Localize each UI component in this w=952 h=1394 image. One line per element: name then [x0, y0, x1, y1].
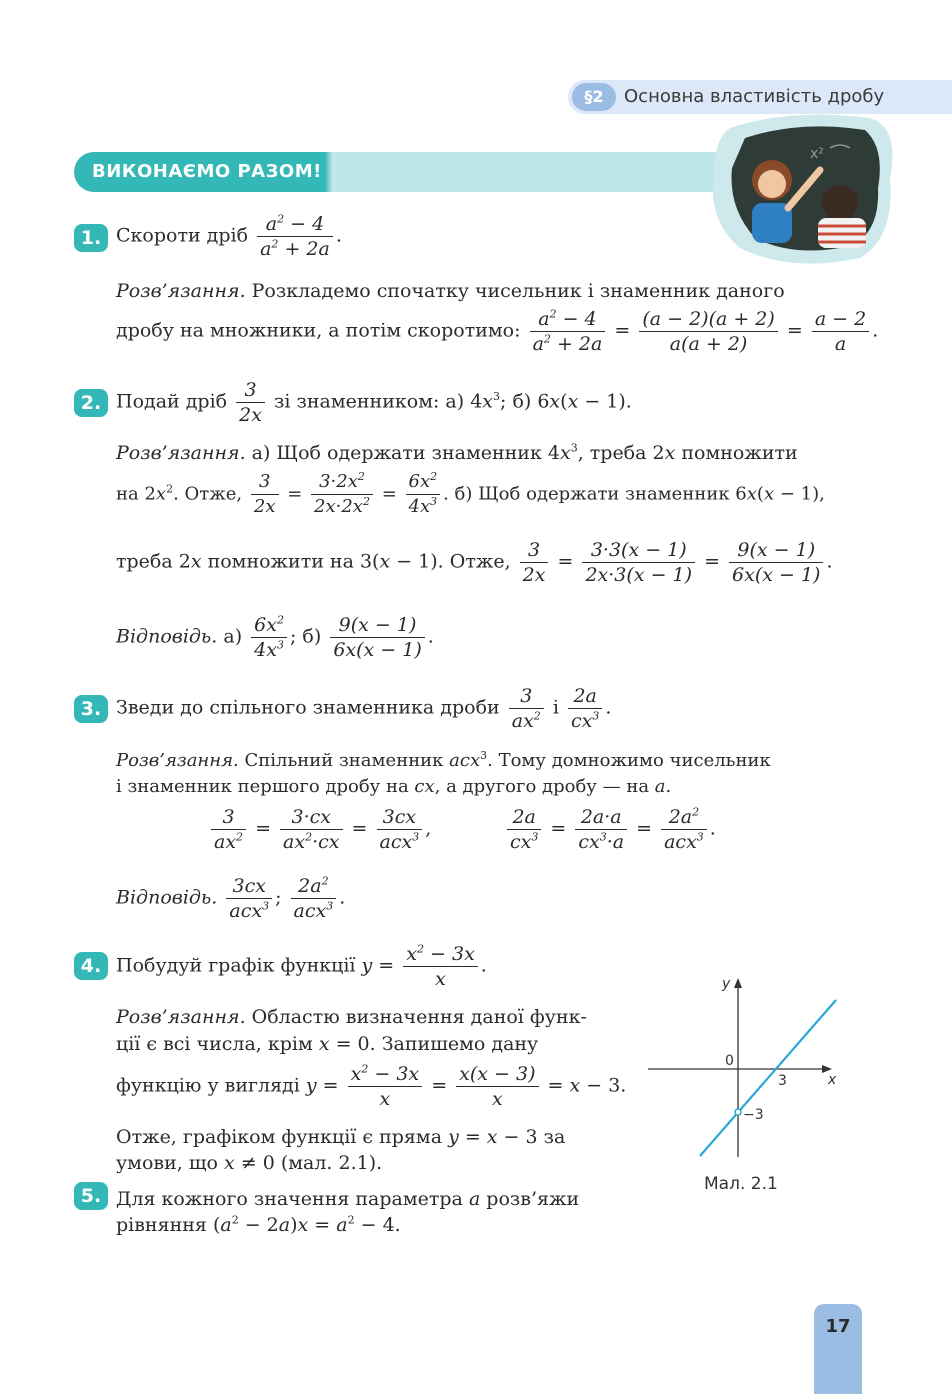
y-tick-label: −3 — [743, 1107, 764, 1123]
solution-text: дробу на множники, а потім скоротимо: — [116, 319, 521, 342]
fraction: $\frac{2a}{cx^3}$ — [507, 805, 541, 854]
solution-text: умови, що — [116, 1152, 224, 1174]
fraction: $\frac{2a}{cx^3}$ — [568, 684, 602, 733]
fraction: $\frac{a^2 - 4}{a^2 + 2a}$ — [530, 307, 606, 356]
problem-4-task: Побудуй графік функції y = $\frac{x^2 - 3x}{x}$ . — [116, 942, 487, 990]
solution-text: , треба 2 — [577, 442, 665, 464]
problem-4-solution-line3: функцію у вигляді y = $\frac{x^2 - 3x}{x}$ = $\frac{x(x - 3)}{x}$ = x − 3. — [116, 1062, 627, 1110]
problem-3-solution-line2: і знаменник першого дробу на cx, а другого дробу — на a. — [116, 776, 672, 797]
problem-5-text: розв’яжи — [480, 1188, 580, 1210]
problem-2-answer: Відповідь. а) $\frac{6x^2}{4x^3}$ ; б) $\frac{9(x - 1)}{6x(x - 1)}$ . — [116, 613, 434, 661]
fraction: $\frac{2a\cdot a}{cx^3\cdot a}$ — [575, 805, 627, 854]
fraction: $\frac{x^2 - 3x}{x}$ — [403, 942, 478, 991]
fraction: $\frac{3}{2x}$ — [520, 538, 549, 587]
fraction: $\frac{3\cdot 3(x - 1)}{2x\cdot 3(x - 1)}$ — [582, 538, 695, 587]
figure-caption: Мал. 2.1 — [704, 1174, 778, 1194]
fraction: $\frac{3}{2x}$ — [251, 470, 279, 519]
problem-4-solution-line5: умови, що x ≠ 0 (мал. 2.1). — [116, 1152, 383, 1174]
fraction: $\frac{3}{ax^2}$ — [509, 684, 544, 733]
origin-label: 0 — [725, 1053, 734, 1069]
solution-text: на 2 — [116, 483, 156, 505]
solution-text: − 3 за — [497, 1126, 566, 1148]
illustration-children-chalkboard — [700, 108, 900, 268]
fraction: $\frac{9(x - 1)}{6x(x - 1)}$ — [330, 613, 424, 662]
problem-2-solution-line3: треба 2x помножити на 3(x − 1). Отже, $\frac{3}{2x}$ = $\frac{3\cdot 3(x - 1)}{2x\cdot 3(x - 1)}$ = $\frac{9(x - 1)}{6x(x - 1)}$ . — [116, 539, 833, 586]
problem-4-solution-line1 — [116, 1004, 587, 1030]
problem-2-text: ; б) 6 — [500, 390, 550, 413]
answer-label: Відповідь. — [116, 625, 218, 648]
fraction: $\frac{(a - 2)(a + 2)}{a(a + 2)}$ — [639, 307, 777, 356]
fraction: $\frac{3cx}{acx^3}$ — [377, 805, 423, 854]
problem-number-4: 4. — [74, 952, 108, 980]
problem-5-text: Для кожного значення параметра — [116, 1188, 469, 1210]
solution-label: Розв’язання. — [116, 280, 246, 302]
problem-5-line1: Для кожного значення параметра a розв’яжи — [116, 1188, 580, 1210]
fraction: $\frac{2a^2}{acx^3}$ — [661, 805, 707, 854]
solution-text: , а другого дробу — на — [434, 776, 655, 797]
answer-label: Відповідь. — [116, 886, 218, 909]
problem-3-solution-line1: Розв’язання. Спільний знаменник acx$^3$. Тому домножимо чисельник — [116, 749, 771, 771]
problem-2-solution-line2: на $2x^2$. Отже, $\frac{3}{2x}$ = $\frac{3\cdot 2x^2}{2x\cdot 2x^2}$ = $\frac{6x^2}{4x^3}$ . б) Щоб одержати знаменник 6x(x − 1), — [116, 470, 825, 517]
fraction: $\frac{a - 2}{a}$ — [812, 307, 869, 356]
answer-text: ; б) — [289, 625, 322, 648]
section-title: Основна властивість дробу — [624, 86, 885, 107]
solution-text: Розкладемо спочатку чисельник і знаменник даного — [245, 280, 785, 302]
fraction-a2-4-over-a2-2a: $\frac{a^2 - 4}{a^2 + 2a}$ — [257, 212, 333, 261]
solution-text: і знаменник першого дробу на — [116, 776, 415, 797]
solution-text: = 0. Запишемо дану — [329, 1033, 539, 1055]
solution-text: . Отже, — [173, 483, 243, 505]
problem-number-2: 2. — [74, 389, 108, 417]
problem-5-text: − 4. — [354, 1214, 401, 1236]
fraction: $\frac{2a^2}{acx^3}$ — [291, 874, 337, 923]
solution-text: а) Щоб одержати знаменник 4 — [245, 442, 560, 464]
solution-text: ). Отже, — [430, 550, 511, 573]
problem-4-solution-line4: Отже, графіком функції є пряма y = x − 3 за — [116, 1126, 566, 1148]
solution-text: Спільний знаменник — [238, 750, 450, 771]
fraction: $\frac{x^2 - 3x}{x}$ — [348, 1062, 423, 1111]
solution-text: . б) Щоб одержати знаменник 6 — [443, 483, 747, 505]
fraction: $\frac{3}{2x}$ — [236, 378, 265, 427]
problem-3-text: і — [552, 696, 559, 719]
solution-text: . Тому домножимо чисельник — [487, 750, 771, 771]
problem-2-text: зі знаменником: а) 4 — [274, 390, 483, 413]
problem-3-answer: Відповідь. $\frac{3cx}{acx^3}$ ; $\frac{2a^2}{acx^3}$ . — [116, 874, 346, 922]
answer-text: а) — [217, 625, 243, 648]
figure-2-1-graph — [640, 972, 840, 1162]
problem-3-equation-1: $\frac{3}{ax^2}$ = $\frac{3\cdot cx}{ax^2\cdot cx}$ = $\frac{3cx}{acx^3}$ , — [208, 805, 431, 854]
solution-label: Розв’язання. — [116, 442, 246, 464]
problem-3-task: Зведи до спільного знаменника дроби $\frac{3}{ax^2}$ і $\frac{2a}{cx^3}$ . — [116, 685, 612, 732]
problem-1-text: Скороти дріб — [116, 224, 249, 247]
fraction: $\frac{6x^2}{4x^3}$ — [251, 613, 287, 662]
solution-text: ції є всі числа, крім — [116, 1033, 319, 1055]
problem-3-equation-2: $\frac{2a}{cx^3}$ = $\frac{2a\cdot a}{cx^3\cdot a}$ = $\frac{2a^2}{acx^3}$ . — [504, 805, 716, 854]
problem-4-text: Побудуй графік функції — [116, 954, 356, 977]
problem-2-solution-line1: Розв’язання. а) Щоб одержати знаменник $4x^3$, треба 2x помножити — [116, 441, 798, 464]
svg-text:x²: x² — [810, 146, 824, 162]
x-tick-label: 3 — [778, 1073, 787, 1089]
solution-label: Розв’язання. — [116, 1006, 246, 1028]
y-axis-label: y — [722, 976, 731, 992]
problem-3-text: Зведи до спільного знаменника дроби — [116, 696, 500, 719]
fraction: $\frac{3\cdot cx}{ax^2\cdot cx}$ — [280, 805, 342, 854]
section-number-badge: §2 — [572, 83, 616, 111]
solution-text: (мал. 2.1). — [274, 1152, 383, 1174]
problem-1-solution-line2: дробу на множники, а потім скоротимо: $\frac{a^2 - 4}{a^2 + 2a}$ = $\frac{(a - 2)(a + 2)}{a(a + 2)}$ = $\frac{a - 2}{a}$ . — [116, 307, 879, 355]
fraction: $\frac{6x^2}{4x^3}$ — [406, 470, 441, 519]
solution-text: Отже, графіком функції є пряма — [116, 1126, 449, 1148]
fraction: $\frac{9(x - 1)}{6x(x - 1)}$ — [729, 538, 823, 587]
problem-5-text: рівняння ( — [116, 1214, 221, 1236]
solution-text: Областю визначення даної функ- — [245, 1006, 587, 1028]
fraction: $\frac{3cx}{acx^3}$ — [226, 874, 272, 923]
fraction: $\frac{3\cdot 2x^2}{2x\cdot 2x^2}$ — [311, 470, 373, 519]
problem-2-text: Подай дріб — [116, 390, 228, 413]
banner-title: ВИКОНАЄМО РАЗОМ! — [92, 161, 322, 182]
fraction: $\frac{x(x - 3)}{x}$ — [456, 1062, 538, 1111]
solution-text: треба 2 — [116, 550, 191, 573]
problem-2-task: Подай дріб $\frac{3}{2x}$ зі знаменником: а) $4x^3$; б) 6x(x − 1). — [116, 379, 632, 426]
solution-text: помножити на 3( — [201, 550, 380, 573]
fraction: $\frac{3}{ax^2}$ — [211, 805, 246, 854]
problem-number-3: 3. — [74, 695, 108, 723]
problem-1-solution-line1 — [116, 278, 785, 304]
problem-5-text: ) — [290, 1214, 298, 1236]
x-axis-label: x — [828, 1072, 837, 1088]
problem-number-1: 1. — [74, 224, 108, 252]
problem-number-5: 5. — [74, 1182, 108, 1210]
problem-1-task: Скороти дріб $\frac{a^2 - 4}{a^2 + 2a}$ . — [116, 212, 342, 260]
problem-4-solution-line2: ції є всі числа, крім x = 0. Запишемо дану — [116, 1033, 539, 1055]
page-number: 17 — [825, 1316, 851, 1337]
solution-label: Розв’язання. — [116, 750, 239, 771]
solution-text: функцію у вигляді — [116, 1074, 300, 1097]
solution-text: помножити — [675, 442, 798, 464]
problem-5-line2: рівняння $(a^2 - 2a)x = a^2 - 4$. — [116, 1213, 401, 1236]
